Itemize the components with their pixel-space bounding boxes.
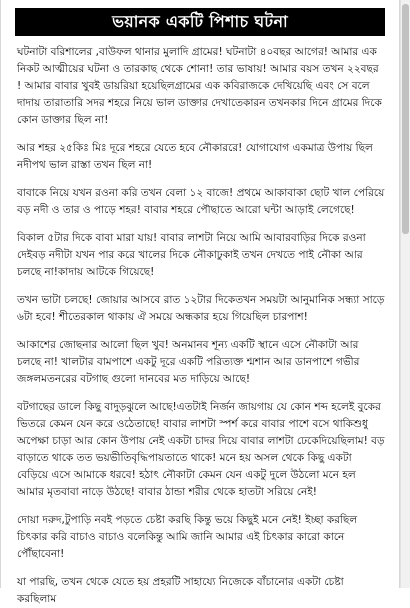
paragraph-8: দোয়া দরুদ,টুপাড়ি নবই পড়তে চেষ্টা করছি কিন্তু ভয়ে কিছুই মনে নেই! ইচ্ছা করছিল চিৎকার করি বাচাও বাচাও বলেকিন্তু আমি জানি আমার এই চিৎকার কারো কানে পৌঁছাবেনা! (17, 514, 358, 560)
paragraph-6: আকাশের জোছনার আলো ছিল খুব! অনমানব শূন্য একটি স্থানে এসে নৌকাটা আর চলছে না! খালটার বামপাশে একটু দূরে একটি পরিত্যক্ত শ্মশান আর ডানপাশে গভীর জঙ্গলমতনরের বটগাছ গুলো দানবের মত দাড়িয়ে আছে! (17, 339, 360, 385)
scrollbar-thumb[interactable] (402, 4, 409, 234)
paragraph-1: ঘটনাটা বরিশালের ,বাউফল থানার মুলাদি গ্রামের! ঘটনাটা ৪০বছর আগের! আমার এক নিকট আত্মীয়ের ঘটনা ও তারকাছ থেকে শোনা! তার ভাষায়! আমার বয়স তখন ২২বছর ! আমার বাবার খুবই ডায়রিয়া হয়েছিলগ্রামের এক কবিরাজকে দেখিয়েছি এবং সে বলে দাদায় তারাতারি সদর শহরে নিয়ে ভাল ডাক্তার দেখাতেকারন তখনকার দিনে গ্রামের দিকে কোন ডাক্তার ছিল না! (17, 46, 382, 126)
paragraph-3: বাবাকে নিয়ে যখন রওনা করি তখন বেলা ১২ বাজে! প্রথমে আকাবাকা ছোট খাল পেরিয়ে বড় নদী ও তার ও পাড়ে শহর! বাবার শহরে পৌছাতে আরো ঘন্টা আড়াই লেগেছে! (17, 187, 385, 216)
article-title: ভয়ানক একটি পিশাচ ঘটনা (15, 8, 385, 36)
article-body (1, 36, 399, 608)
paragraph-4: বিকাল ৫টার দিকে বাবা মারা যায়! বাবার লাশটা নিয়ে আমি আবারবাড়ির দিকে রওনা দেইবড় নদীটা যখন পার করে খালের দিকে নৌকাঢুকাই তখন দেখতে পাই নৌকা আর চলছে না!কাদায় আটকে গিয়েছে! (17, 232, 366, 278)
vertical-scrollbar[interactable] (400, 0, 410, 588)
paragraph-9: যা পারছি, তখন থেকে যেতে হয় প্রহরটি সাহায্যে নিজেকে বাঁচানোর একটা চেষ্টা করছিলাম (17, 576, 344, 605)
paragraph-5: তখন ভাটা চলছে! জোয়ার আসবে রাত ১২টার দিকেতখন সময়টা আনুমানিক সন্ধ্যা সাড়ে ৬টা হবে! শীতেরকাল থাকায় ঐ সময়ে অন্ধকার হয়ে গিয়েছিল চারপাশ! (17, 294, 385, 323)
paragraph-2: আর শহর ২৫কিঃ মিঃ দূরে শহরে যেতে হবে নৌকাররে! যোগাযোগ একমাত্র উপায় ছিল নদীপথ ভাল রাস্তা তখন ছিল না! (17, 142, 373, 171)
paragraph-7: বটগাছের ডালে কিছু বাদুড়ঝুলে আছে!এতটাই নির্জন জায়গায় যে কোন শব্দ হলেই বুকের ভিতরে কেমন যেন করে ওঠেতাছে! বাবার লাশটা স্পর্শ করে বাবার পাশে বসে থাকিশুধু অপেক্ষা চাড়া আর কোন উপায় নেই একটা চাদর দিয়ে বাবার লাশটা ঢেকেদিয়েছিলাম! বড় বাড়াতে থাকে তত ভয়ভীতিবৃদ্ধিপায়তাতে থাকে! মনে হয় অসল থেকে কিছু একটা বেড়িয়ে এসে আমাকে ধরবে! হঠাৎ নৌকাটা কেমন যেন একটু দুলে উঠলো মনে হল আমার মৃতবাবা নাড়ে উঠছে! বাবার ঠান্ডা শরীর থেকে হাতটা সরিয়ে নেই! (17, 401, 385, 498)
